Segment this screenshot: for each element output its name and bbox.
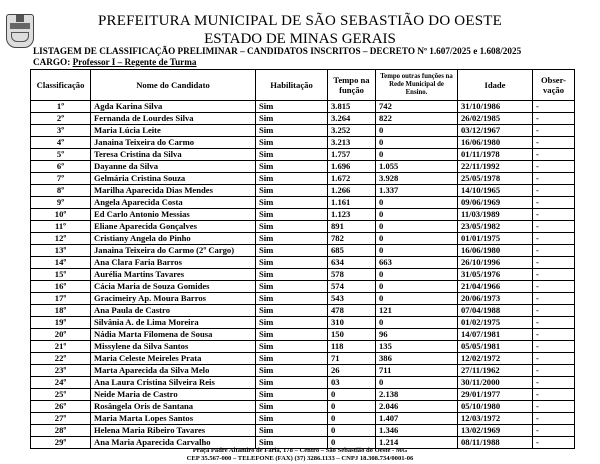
cell-tempo-funcao: 310 — [328, 317, 376, 329]
column-header-classificacao: Classificação — [31, 70, 91, 101]
cell-idade: 05/05/1981 — [458, 341, 533, 353]
cell-nome: Rosângela Oris de Santana — [91, 401, 256, 413]
cell-habilitacao: Sim — [256, 317, 328, 329]
cell-tempo-funcao: 891 — [328, 221, 376, 233]
cell-tempo-outras: 0 — [376, 125, 458, 137]
cell-habilitacao: Sim — [256, 125, 328, 137]
cell-observacao: - — [533, 377, 575, 389]
cell-classificacao: 14º — [31, 257, 91, 269]
cell-nome: Ana Paula de Castro — [91, 305, 256, 317]
cell-observacao: - — [533, 269, 575, 281]
column-header-habilitacao: Habilitação — [256, 70, 328, 101]
cell-nome: Maria Lúcia Leite — [91, 125, 256, 137]
cell-habilitacao: Sim — [256, 113, 328, 125]
cell-classificacao: 6º — [31, 161, 91, 173]
cell-observacao: - — [533, 281, 575, 293]
cell-idade: 23/05/1982 — [458, 221, 533, 233]
cell-tempo-outras: 1.346 — [376, 425, 458, 437]
cell-tempo-outras: 386 — [376, 353, 458, 365]
cell-tempo-funcao: 1.757 — [328, 149, 376, 161]
cell-observacao: - — [533, 173, 575, 185]
cell-nome: Ana Maria Aparecida Carvalho — [91, 437, 256, 449]
cell-nome: Teresa Cristina da Silva — [91, 149, 256, 161]
cell-tempo-funcao: 26 — [328, 365, 376, 377]
table-row — [31, 233, 575, 245]
table-row — [31, 185, 575, 197]
cell-nome: Agda Karina Silva — [91, 101, 256, 113]
cell-tempo-outras: 2.138 — [376, 389, 458, 401]
cell-habilitacao: Sim — [256, 413, 328, 425]
cell-observacao: - — [533, 161, 575, 173]
cell-observacao: - — [533, 413, 575, 425]
cell-tempo-outras: 1.337 — [376, 185, 458, 197]
cell-observacao: - — [533, 293, 575, 305]
cell-tempo-funcao: 03 — [328, 377, 376, 389]
cell-nome: Helena Maria Ribeiro Tavares — [91, 425, 256, 437]
cell-habilitacao: Sim — [256, 293, 328, 305]
cell-classificacao: 2º — [31, 113, 91, 125]
cell-classificacao: 25º — [31, 389, 91, 401]
cell-tempo-outras: 0 — [376, 245, 458, 257]
footer-contact: CEP 35.567-000 – TELEFONE (FAX) (37) 3286.1133 – CNPJ 18.308.734/0001-06 — [186, 455, 414, 462]
table-row — [31, 377, 575, 389]
cell-idade: 09/06/1969 — [458, 197, 533, 209]
page-subtitle-state: ESTADO DE MINAS GERAIS — [204, 31, 396, 47]
cell-tempo-outras: 711 — [376, 365, 458, 377]
cell-idade: 12/02/1972 — [458, 353, 533, 365]
cell-tempo-outras: 0 — [376, 281, 458, 293]
cell-tempo-outras: 1.055 — [376, 161, 458, 173]
cell-nome: Missylene da Silva Santos — [91, 341, 256, 353]
column-header-nome: Nome do Candidato — [91, 70, 256, 101]
cell-classificacao: 13º — [31, 245, 91, 257]
table-row — [31, 125, 575, 137]
cell-idade: 31/10/1986 — [458, 101, 533, 113]
cell-tempo-funcao: 0 — [328, 401, 376, 413]
cell-idade: 30/11/2000 — [458, 377, 533, 389]
cell-idade: 16/06/1980 — [458, 245, 533, 257]
cell-observacao: - — [533, 137, 575, 149]
cell-classificacao: 24º — [31, 377, 91, 389]
table-row — [31, 401, 575, 413]
table-row — [31, 209, 575, 221]
cell-habilitacao: Sim — [256, 197, 328, 209]
cell-habilitacao: Sim — [256, 161, 328, 173]
cell-habilitacao: Sim — [256, 425, 328, 437]
cell-nome: Gracimeiry Ap. Moura Barros — [91, 293, 256, 305]
cell-tempo-funcao: 1.123 — [328, 209, 376, 221]
cell-classificacao: 20º — [31, 329, 91, 341]
cell-idade: 08/11/1988 — [458, 437, 533, 449]
cell-habilitacao: Sim — [256, 437, 328, 449]
column-header-tempo-funcao: Tempo na função — [328, 70, 376, 101]
cell-classificacao: 23º — [31, 365, 91, 377]
cell-classificacao: 1º — [31, 101, 91, 113]
cell-tempo-funcao: 3.264 — [328, 113, 376, 125]
cell-tempo-outras: 0 — [376, 293, 458, 305]
cell-habilitacao: Sim — [256, 341, 328, 353]
cell-idade: 11/03/1989 — [458, 209, 533, 221]
cell-classificacao: 15º — [31, 269, 91, 281]
cell-nome: Ed Carlo Antonio Messias — [91, 209, 256, 221]
document-header — [0, 0, 600, 70]
cell-tempo-outras: 742 — [376, 101, 458, 113]
cell-classificacao: 16º — [31, 281, 91, 293]
cell-classificacao: 19º — [31, 317, 91, 329]
cell-tempo-outras: 822 — [376, 113, 458, 125]
cell-idade: 14/10/1965 — [458, 185, 533, 197]
cell-nome: Ana Clara Faria Barros — [91, 257, 256, 269]
cell-habilitacao: Sim — [256, 185, 328, 197]
cell-tempo-outras: 135 — [376, 341, 458, 353]
cell-tempo-outras: 0 — [376, 233, 458, 245]
cell-idade: 20/06/1973 — [458, 293, 533, 305]
cell-nome: Dayanne da Silva — [91, 161, 256, 173]
cell-tempo-outras: 0 — [376, 377, 458, 389]
table-row — [31, 221, 575, 233]
cell-nome: Maria Marta Lopes Santos — [91, 413, 256, 425]
cell-tempo-outras: 0 — [376, 137, 458, 149]
cell-observacao: - — [533, 101, 575, 113]
cell-classificacao: 10º — [31, 209, 91, 221]
cell-nome: Marilha Aparecida Dias Mendes — [91, 185, 256, 197]
table-row — [31, 329, 575, 341]
table-row — [31, 389, 575, 401]
listing-description: LISTAGEM DE CLASSIFICAÇÃO PRELIMINAR – CANDIDATOS INSCRITOS – DECRETO Nº 1.607/2025 e 1.608/2025 — [33, 46, 522, 56]
table-row — [31, 161, 575, 173]
cell-habilitacao: Sim — [256, 377, 328, 389]
cell-nome: Janaina Teixeira do Carmo — [91, 137, 256, 149]
table-row — [31, 269, 575, 281]
cell-tempo-outras: 2.046 — [376, 401, 458, 413]
cell-nome: Fernanda de Lourdes Silva — [91, 113, 256, 125]
cell-classificacao: 18º — [31, 305, 91, 317]
cell-tempo-outras: 663 — [376, 257, 458, 269]
table-row — [31, 113, 575, 125]
cell-tempo-outras: 0 — [376, 149, 458, 161]
cell-nome: Aurélia Martins Tavares — [91, 269, 256, 281]
cell-nome: Neide Maria de Castro — [91, 389, 256, 401]
cell-tempo-funcao: 1.266 — [328, 185, 376, 197]
table-row — [31, 353, 575, 365]
cell-classificacao: 29º — [31, 437, 91, 449]
cell-observacao: - — [533, 113, 575, 125]
cell-habilitacao: Sim — [256, 401, 328, 413]
cell-idade: 22/11/1992 — [458, 161, 533, 173]
page-title: PREFEITURA MUNICIPAL DE SÃO SEBASTIÃO DO OESTE — [98, 13, 502, 29]
column-header-tempo-outras: Tempo outras funções na Rede Municipal de Ensino. — [376, 70, 458, 101]
cargo-label: CARGO: — [33, 57, 73, 67]
cell-observacao: - — [533, 149, 575, 161]
classification-table — [30, 69, 575, 449]
cell-nome: Cácia Maria de Souza Gomides — [91, 281, 256, 293]
cell-habilitacao: Sim — [256, 101, 328, 113]
cell-tempo-funcao: 71 — [328, 353, 376, 365]
cell-observacao: - — [533, 437, 575, 449]
cell-tempo-funcao: 0 — [328, 425, 376, 437]
cell-observacao: - — [533, 305, 575, 317]
cell-tempo-funcao: 634 — [328, 257, 376, 269]
table-row — [31, 245, 575, 257]
footer-address: Praça Padre Altamiro de Faria, 178 – Centro – São Sebastião do Oeste - MG — [192, 447, 408, 454]
cell-idade: 27/11/1962 — [458, 365, 533, 377]
cell-classificacao: 12º — [31, 233, 91, 245]
cell-observacao: - — [533, 401, 575, 413]
table-row — [31, 293, 575, 305]
cell-tempo-outras: 1.214 — [376, 437, 458, 449]
cell-observacao: - — [533, 389, 575, 401]
cell-observacao: - — [533, 341, 575, 353]
cell-observacao: - — [533, 425, 575, 437]
cell-nome: Angela Aparecida Costa — [91, 197, 256, 209]
cell-tempo-funcao: 0 — [328, 413, 376, 425]
cell-habilitacao: Sim — [256, 305, 328, 317]
cell-habilitacao: Sim — [256, 209, 328, 221]
cell-classificacao: 11º — [31, 221, 91, 233]
cell-classificacao: 17º — [31, 293, 91, 305]
cell-classificacao: 8º — [31, 185, 91, 197]
cell-habilitacao: Sim — [256, 233, 328, 245]
cell-idade: 29/01/1977 — [458, 389, 533, 401]
cell-tempo-outras: 96 — [376, 329, 458, 341]
cell-tempo-outras: 0 — [376, 269, 458, 281]
cargo-line — [33, 57, 197, 67]
cell-habilitacao: Sim — [256, 389, 328, 401]
cell-habilitacao: Sim — [256, 365, 328, 377]
cell-classificacao: 4º — [31, 137, 91, 149]
cell-nome: Cristiany Angela do Pinho — [91, 233, 256, 245]
cell-observacao: - — [533, 257, 575, 269]
cell-tempo-funcao: 574 — [328, 281, 376, 293]
cell-tempo-funcao: 478 — [328, 305, 376, 317]
cell-classificacao: 21º — [31, 341, 91, 353]
cell-idade: 01/11/1978 — [458, 149, 533, 161]
cell-idade: 14/07/1981 — [458, 329, 533, 341]
cell-idade: 31/05/1976 — [458, 269, 533, 281]
cell-tempo-funcao: 543 — [328, 293, 376, 305]
cell-classificacao: 3º — [31, 125, 91, 137]
cell-habilitacao: Sim — [256, 221, 328, 233]
cell-habilitacao: Sim — [256, 353, 328, 365]
cell-classificacao: 22º — [31, 353, 91, 365]
cell-classificacao: 27º — [31, 413, 91, 425]
cell-tempo-funcao: 118 — [328, 341, 376, 353]
cell-tempo-outras: 0 — [376, 317, 458, 329]
cell-observacao: - — [533, 233, 575, 245]
cell-nome: Gelmária Cristina Souza — [91, 173, 256, 185]
cell-habilitacao: Sim — [256, 281, 328, 293]
table-row — [31, 197, 575, 209]
cell-tempo-outras: 0 — [376, 209, 458, 221]
cell-tempo-outras: 0 — [376, 197, 458, 209]
cell-habilitacao: Sim — [256, 269, 328, 281]
cell-nome: Ana Laura Cristina Silveira Reis — [91, 377, 256, 389]
cell-tempo-funcao: 1.672 — [328, 173, 376, 185]
cell-nome: Nádia Marta Filomena de Sousa — [91, 329, 256, 341]
cell-observacao: - — [533, 365, 575, 377]
cell-idade: 16/06/1980 — [458, 137, 533, 149]
cell-observacao: - — [533, 185, 575, 197]
cell-observacao: - — [533, 353, 575, 365]
cell-nome: Silvânia A. de Lima Moreira — [91, 317, 256, 329]
cell-tempo-outras: 3.928 — [376, 173, 458, 185]
cell-idade: 26/10/1996 — [458, 257, 533, 269]
table-row — [31, 365, 575, 377]
cell-idade: 05/10/1980 — [458, 401, 533, 413]
cell-classificacao: 28º — [31, 425, 91, 437]
table-row — [31, 257, 575, 269]
table-body — [31, 101, 575, 449]
cell-nome: Eliane Aparecida Gonçalves — [91, 221, 256, 233]
cell-tempo-funcao: 1.161 — [328, 197, 376, 209]
column-header-observacao: Obser-vação — [533, 70, 575, 101]
cell-tempo-funcao: 782 — [328, 233, 376, 245]
table-row — [31, 305, 575, 317]
cell-tempo-funcao: 578 — [328, 269, 376, 281]
cell-habilitacao: Sim — [256, 173, 328, 185]
cell-habilitacao: Sim — [256, 245, 328, 257]
cell-tempo-funcao: 0 — [328, 437, 376, 449]
cell-tempo-outras: 0 — [376, 221, 458, 233]
cell-tempo-funcao: 150 — [328, 329, 376, 341]
table-row — [31, 149, 575, 161]
table-row — [31, 425, 575, 437]
cargo-value: Professor I – Regente de Turma — [72, 57, 197, 67]
cell-habilitacao: Sim — [256, 329, 328, 341]
cell-tempo-outras: 1.407 — [376, 413, 458, 425]
cell-classificacao: 26º — [31, 401, 91, 413]
table-header-row — [31, 70, 575, 101]
cell-habilitacao: Sim — [256, 137, 328, 149]
cell-idade: 21/04/1966 — [458, 281, 533, 293]
table-row — [31, 317, 575, 329]
table-row — [31, 341, 575, 353]
cell-classificacao: 5º — [31, 149, 91, 161]
cell-idade: 03/12/1967 — [458, 125, 533, 137]
cell-idade: 25/05/1978 — [458, 173, 533, 185]
cell-tempo-funcao: 3.815 — [328, 101, 376, 113]
cell-observacao: - — [533, 197, 575, 209]
cell-observacao: - — [533, 209, 575, 221]
cell-habilitacao: Sim — [256, 257, 328, 269]
cell-classificacao: 9º — [31, 197, 91, 209]
cell-tempo-funcao: 0 — [328, 389, 376, 401]
table-row — [31, 173, 575, 185]
cell-tempo-funcao: 1.696 — [328, 161, 376, 173]
cell-nome: Maria Celeste Meireles Prata — [91, 353, 256, 365]
cell-idade: 13/02/1969 — [458, 425, 533, 437]
cell-observacao: - — [533, 221, 575, 233]
cell-tempo-funcao: 3.252 — [328, 125, 376, 137]
cell-observacao: - — [533, 317, 575, 329]
cell-observacao: - — [533, 329, 575, 341]
cell-observacao: - — [533, 245, 575, 257]
cell-idade: 01/01/1975 — [458, 233, 533, 245]
cell-habilitacao: Sim — [256, 149, 328, 161]
cell-idade: 07/04/1988 — [458, 305, 533, 317]
cell-idade: 12/03/1972 — [458, 413, 533, 425]
table-row — [31, 413, 575, 425]
cell-tempo-outras: 121 — [376, 305, 458, 317]
cell-idade: 26/02/1985 — [458, 113, 533, 125]
table-row — [31, 101, 575, 113]
cell-idade: 01/02/1975 — [458, 317, 533, 329]
cell-observacao: - — [533, 125, 575, 137]
cell-tempo-funcao: 685 — [328, 245, 376, 257]
cell-tempo-funcao: 3.213 — [328, 137, 376, 149]
cell-classificacao: 7º — [31, 173, 91, 185]
column-header-idade: Idade — [458, 70, 533, 101]
table-row — [31, 137, 575, 149]
cell-nome: Janaina Teixeira do Carmo (2º Cargo) — [91, 245, 256, 257]
table-row — [31, 281, 575, 293]
cell-nome: Marta Aparecida da Silva Melo — [91, 365, 256, 377]
